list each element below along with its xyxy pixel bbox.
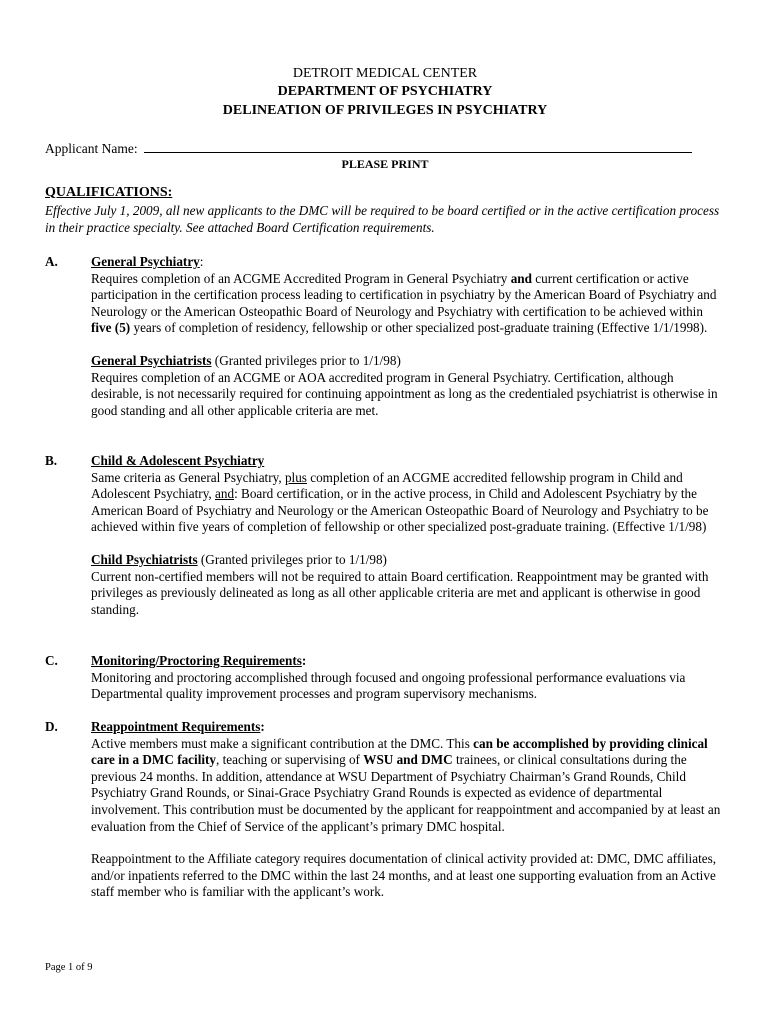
text-run: : Board certification, or in the active process, in Child and Adolescent Psychiatry by the American Board of Psychiatry and Neurology or the American Osteopathic Board of Neurology and Psychiatry to be achieved within five years of completion of fellowship or other specialized post-graduate training. (Effective 1/1/98)	[91, 486, 709, 535]
section-heading	[91, 719, 721, 736]
text-run-bold: WSU and DMC	[363, 752, 453, 768]
section-title: Reappointment Requirements	[91, 719, 261, 734]
text-run: , teaching or supervising of	[216, 752, 364, 768]
subsection-heading	[91, 552, 721, 569]
header-department: DEPARTMENT OF PSYCHIATRY	[277, 84, 493, 99]
header-organization: DETROIT MEDICAL CENTER	[292, 66, 478, 81]
section-heading	[91, 653, 721, 670]
section-body	[91, 254, 721, 419]
text-run-underlined: plus	[284, 469, 307, 485]
subsection-title: General Psychiatrists	[91, 352, 212, 368]
section-letter: D.	[45, 719, 58, 734]
section-title-suffix: :	[301, 653, 307, 668]
section-letter: A.	[45, 254, 58, 269]
header-document-title: DELINEATION OF PRIVILEGES IN PSYCHIATRY	[222, 103, 548, 118]
section-title: Monitoring/Proctoring Requirements	[91, 653, 302, 668]
section-heading	[91, 254, 721, 271]
section-paragraph	[91, 736, 721, 836]
applicant-name-row	[45, 140, 692, 158]
text-run-bold: can be accomplished by providing clinical care in a DMC facility	[91, 735, 708, 768]
section-body	[91, 719, 721, 901]
section-heading	[91, 453, 721, 470]
text-run-underlined: and	[215, 486, 235, 502]
text-run: years of completion of residency, fellowship or other specialized post-graduate training (Effective 1/1/1998).	[130, 320, 708, 336]
qualifications-heading: QUALIFICATIONS:	[45, 185, 173, 200]
text-run: Active members must make a significant contribution at the DMC. This	[91, 735, 474, 751]
page-number: Page 1 of 9	[45, 962, 93, 973]
text-run-bold: five (5)	[91, 320, 131, 336]
applicant-name-field[interactable]	[144, 140, 692, 153]
section-paragraph: Reappointment to the Affiliate category requires documentation of clinical activity provided at: DMC, DMC affiliates, and/or inpatients referred to the DMC within the last 24 months, and at least one supporting evaluation from an Active staff member who is familiar with the applicant’s work.	[91, 851, 717, 900]
section-paragraph	[91, 470, 721, 536]
section-paragraph: Monitoring and proctoring accomplished through focused and ongoing professional performance evaluations via Departmental quality improvement processes and program supervisory mechanisms.	[91, 669, 686, 702]
section-paragraph: Requires completion of an ACGME or AOA accredited program in General Psychiatry. Certification, although desirable, is not necessarily required for continuing appointment as long as the credentialed psychiatrist is otherwise in good standing and all other applicable criteria are met.	[91, 369, 718, 418]
text-run: Same criteria as General Psychiatry,	[91, 469, 285, 485]
section-paragraph: Current non-certified members will not be required to attain Board certification. Reappointment may be granted with privileges as previously delineated as long as all other applicable criteria are met and applicant is otherwise in good standing.	[91, 568, 709, 617]
text-run: trainees, or clinical consultations during the previous 24 months. In addition, attendance at WSU Department of Psychiatry Chairman’s Grand Rounds, Child Psychiatry Grand Rounds, or Sinai-Grace Psychiatry Grand Rounds is expected as evidence of departmental involvement. This contribution must be documented by the applicant for reappointment and accompanied by at least an evaluation from the Chief of Service of the applicant’s primary DMC hospital.	[91, 752, 721, 834]
section-body	[91, 653, 721, 703]
text-run: Requires completion of an ACGME Accredited Program in General Psychiatry	[91, 270, 511, 286]
subsection-suffix: (Granted privileges prior to 1/1/98)	[197, 551, 387, 567]
section-letter: B.	[45, 453, 58, 468]
section-body	[91, 453, 721, 618]
text-run: current certification or active participation in the certification process leading to certification in psychiatry by the American Board of Psychiatry and Neurology or the American Osteopathic Board of Neurology and Psychiatry with certification to be achieved within	[91, 270, 717, 319]
section-title: General Psychiatry	[91, 254, 200, 269]
subsection-heading	[91, 353, 721, 370]
subsection-suffix: (Granted privileges prior to 1/1/98)	[211, 352, 401, 368]
subsection-title: Child Psychiatrists	[91, 551, 198, 567]
text-run: completion of an ACGME accredited fellowship program in Child and Adolescent Psychiatry,	[91, 469, 683, 502]
section-title-suffix: :	[199, 254, 204, 269]
section-letter: C.	[45, 653, 58, 668]
applicant-name-label: Applicant Name:	[45, 141, 138, 156]
section-paragraph	[91, 271, 721, 337]
please-print-note: PLEASE PRINT	[341, 157, 429, 171]
text-run-bold: and	[510, 270, 532, 286]
section-title-suffix: :	[260, 719, 265, 734]
section-title: Child & Adolescent Psychiatry	[91, 453, 265, 468]
qualifications-text: Effective July 1, 2009, all new applicants to the DMC will be required to be board certified or in the active certification process in their practice specialty. See attached Board Certification requirements.	[45, 203, 720, 235]
